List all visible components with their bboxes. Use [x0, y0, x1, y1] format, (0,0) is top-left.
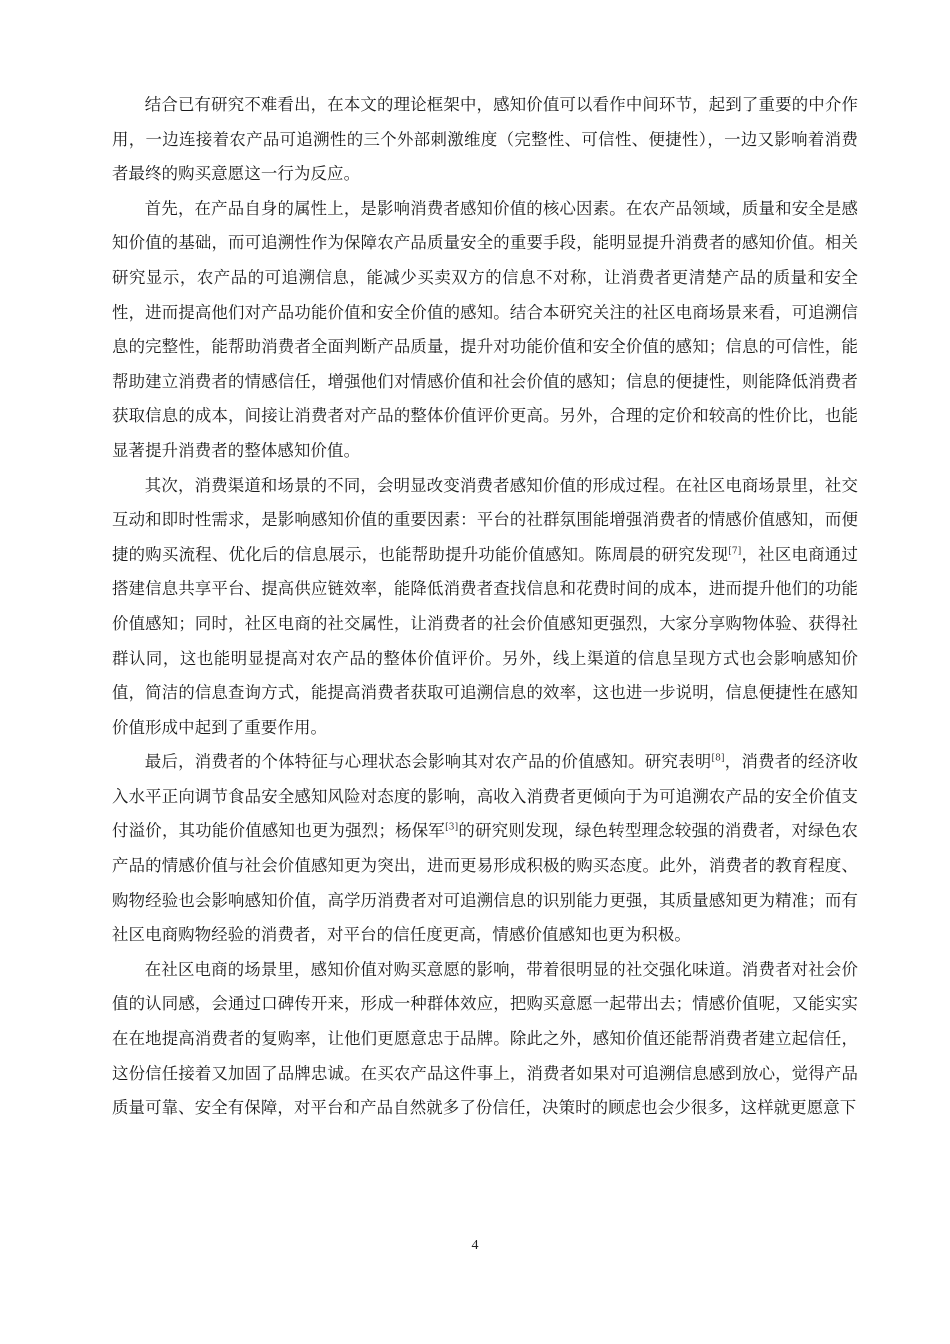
paragraph-text: 首先，在产品自身的属性上，是影响消费者感知价值的核心因素。在农产品领域，质量和安全是感知价值的基础，而可追溯性作为保障农产品质量安全的重要手段，能明显提升消费者的感知价值。相关研究显示，农产品的可追溯信息，能减少买卖双方的信息不对称，让消费者更清楚产品的质量和安全性，进而提高他们对产品功能价值和安全价值的感知。结合本研究关注的社区电商场景来看，可追溯信息的完整性，能帮助消费者全面判断产品质量，提升对功能价值和安全价值的感知；信息的可信性，能帮助建立消费者的情感信任，增强他们对情感价值和社会价值的感知；信息的便捷性，则能降低消费者获取信息的成本，间接让消费者对产品的整体价值评价更高。另外，合理的定价和较高的性价比，也能显著提升消费者的整体感知价值。 [112, 198, 858, 460]
paragraph-2 [112, 192, 858, 469]
paragraph-text: 在社区电商的场景里，感知价值对购买意愿的影响，带着很明显的社交强化味道。消费者对社会价值的认同感，会通过口碑传开来，形成一种群体效应，把购买意愿一起带出去；情感价值呢，又能实实在在地提高消费者的复购率，让他们更愿意忠于品牌。除此之外，感知价值还能帮消费者建立起信任，这份信任接着又加固了品牌忠诚。在买农产品这件事上，消费者如果对可追溯信息感到放心，觉得产品质量可靠、安全有保障，对平台和产品自然就多了份信任，决策时的顾虑也会少很多，这样就更愿意下 [112, 959, 858, 1118]
paragraph-text: 最后，消费者的个体特征与心理状态会影响其对农产品的价值感知。研究表明 [144, 752, 712, 772]
paragraph-3 [112, 469, 858, 746]
paragraph-text: 结合已有研究不难看出，在本文的理论框架中，感知价值可以看作中间环节，起到了重要的中介作用，一边连接着农产品可追溯性的三个外部刺激维度（完整性、可信性、便捷性），一边又影响着消费者最终的购买意愿这一行为反应。 [112, 95, 858, 184]
paragraph-text: 的研究则发现，绿色转型理念较强的消费者，对绿色农产品的情感价值与社会价值感知更为突出，进而更易形成积极的购买态度。此外，消费者的教育程度、购物经验也会影响感知价值，高学历消费者对可追溯信息的识别能力更强，其质量感知更为精准；而有社区电商购物经验的消费者，对平台的信任度更高，情感价值感知也更为积极。 [112, 821, 858, 945]
paragraph-4 [112, 745, 858, 953]
citation-marker: [8] [711, 753, 725, 764]
paragraph-text: ，社区电商通过搭建信息共享平台、提高供应链效率，能降低消费者查找信息和花费时间的成本，进而提升他们的功能价值感知；同时，社区电商的社交属性，让消费者的社会价值感知更强烈，大家分享购物体验、获得社群认同，这也能明显提高对农产品的整体价值评价。另外，线上渠道的信息呈现方式也会影响感知价值，简洁的信息查询方式，能提高消费者获取可追溯信息的效率，这也进一步说明，信息便捷性在感知价值形成中起到了重要作用。 [112, 544, 858, 737]
body-text [112, 88, 858, 1126]
paragraph-1 [112, 88, 858, 192]
paragraph-5 [112, 953, 858, 1126]
paragraph-text: 其次，消费渠道和场景的不同，会明显改变消费者感知价值的形成过程。在社区电商场景里，社交互动和即时性需求，是影响感知价值的重要因素：平台的社群氛围能增强消费者的情感价值感知，而便捷的购买流程、优化后的信息展示，也能帮助提升功能价值感知。陈周晨的研究发现 [112, 475, 858, 564]
citation-marker: [7] [728, 546, 742, 557]
page-number: 4 [471, 1238, 479, 1253]
citation-marker: [3] [445, 823, 459, 833]
paragraph-text: ，消费者的经济收入水平正向调节食品安全感知风险对态度的影响，高收入消费者更倾向于为可追溯农产品的安全价值支付溢价，其功能价值感知也更为强烈；杨保军 [112, 752, 858, 841]
